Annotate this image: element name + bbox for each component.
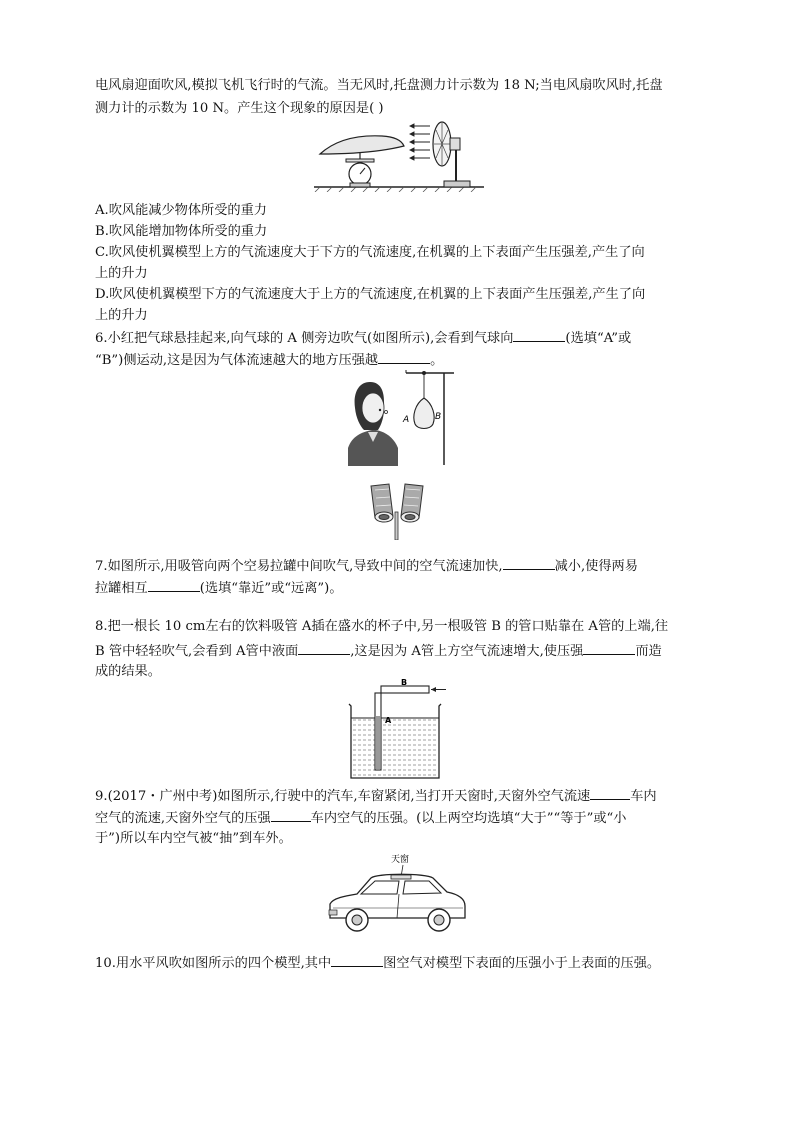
q6-line2 [95, 349, 443, 371]
q7-line2 [95, 577, 343, 599]
straw-cup-figure [345, 678, 449, 782]
q5-option-b: B.吹风能增加物体所受的重力 [95, 224, 268, 239]
q10-text-1b: 图空气对模型下表面的压强小于上表面的压强。 [383, 956, 661, 971]
q9-text-1b: 车内 [630, 789, 657, 804]
q6-text-1b: (选填“A”或 [565, 331, 632, 346]
balloon-label-a: A [403, 415, 410, 425]
balloon-figure [344, 370, 456, 466]
sunroof-label: 天窗 [391, 855, 410, 865]
q8-line1: 8.把一根长 10 cm左右的饮料吸管 A插在盛水的杯子中,另一根吸管 B 的管口贴靠在 A管的上端,往 [95, 619, 669, 634]
q9-blank-2[interactable] [271, 807, 311, 822]
q5-stem-line2: 测力计的示数为 10 N。产生这个现象的原因是( ) [95, 101, 384, 116]
q10-text-1a: 10.用水平风吹如图所示的四个模型,其中 [95, 956, 332, 971]
wing-fan-figure [312, 120, 488, 192]
q8-line3: 成的结果。 [95, 664, 161, 679]
q6-text-2b: 。 [430, 353, 444, 368]
car-sunroof-figure [325, 850, 470, 942]
q7-blank-2[interactable] [148, 577, 200, 592]
q10-blank-1[interactable] [331, 952, 383, 967]
q5-option-c-line1: C.吹风使机翼模型上方的气流速度大于下方的气流速度,在机翼的上下表面产生压强差,产生了向 [95, 245, 645, 260]
q8-blank-2[interactable] [583, 640, 635, 655]
q6-text-2a: “B”)侧运动,这是因为气体流速越大的地方压强越 [95, 353, 379, 368]
q6-line1 [95, 327, 631, 349]
q6-text-1a: 6.小红把气球悬挂起来,向气球的 A 侧旁边吹气(如图所示),会看到气球向 [95, 331, 514, 346]
q9-line2 [95, 807, 626, 829]
q6-blank-2[interactable] [378, 349, 430, 364]
q7-text-1b: 减小,使得两易 [554, 559, 638, 574]
q9-text-1a: 9.(2017・广州中考)如图所示,行驶中的汽车,车窗紧闭,当打开天窗时,天窗外空气流速 [95, 789, 591, 804]
q5-option-d-line1: D.吹风使机翼模型下方的气流速度大于上方的气流速度,在机翼的上下表面产生压强差,产生了向 [95, 287, 646, 302]
q5-stem-line1: 电风扇迎面吹风,模拟飞机飞行时的气流。当无风时,托盘测力计示数为 18 N;当电风扇吹风时,托盘 [95, 78, 663, 93]
q8-text-2c: 而造 [635, 644, 662, 659]
balloon-label-b: B [435, 412, 442, 422]
q8-line2 [95, 640, 662, 662]
q8-text-2a: B 管中轻轻吹气,会看到 A管中液面 [95, 644, 299, 659]
straw-label-b: B [401, 678, 408, 687]
q9-line3: 于”)所以车内空气被“抽”到车外。 [95, 831, 292, 846]
q9-text-2a: 空气的流速,天窗外空气的压强 [95, 811, 271, 826]
q9-line1 [95, 785, 657, 807]
q8-text-2b: ,这是因为 A管上方空气流速增大,使压强 [350, 644, 584, 659]
q7-text-2b: (选填“靠近”或“远离”)。 [199, 581, 343, 596]
q5-option-c-line2: 上的升力 [95, 266, 148, 281]
q10-line1 [95, 952, 660, 974]
q7-line1 [95, 555, 638, 577]
q6-blank-1[interactable] [513, 327, 565, 342]
q5-option-a: A.吹风能减少物体所受的重力 [95, 203, 267, 218]
cans-straw-figure [365, 476, 437, 540]
q9-blank-1[interactable] [590, 785, 630, 800]
q5-option-d-line2: 上的升力 [95, 308, 148, 323]
q8-blank-1[interactable] [298, 640, 350, 655]
straw-label-a: A [385, 716, 392, 725]
q7-text-1a: 7.如图所示,用吸管向两个空易拉罐中间吹气,导致中间的空气流速加快, [95, 559, 503, 574]
q7-blank-1[interactable] [503, 555, 555, 570]
q7-text-2a: 拉罐相互 [95, 581, 148, 596]
q9-text-2b: 车内空气的压强。(以上两空均选填“大于”“等于”或“小 [310, 811, 627, 826]
